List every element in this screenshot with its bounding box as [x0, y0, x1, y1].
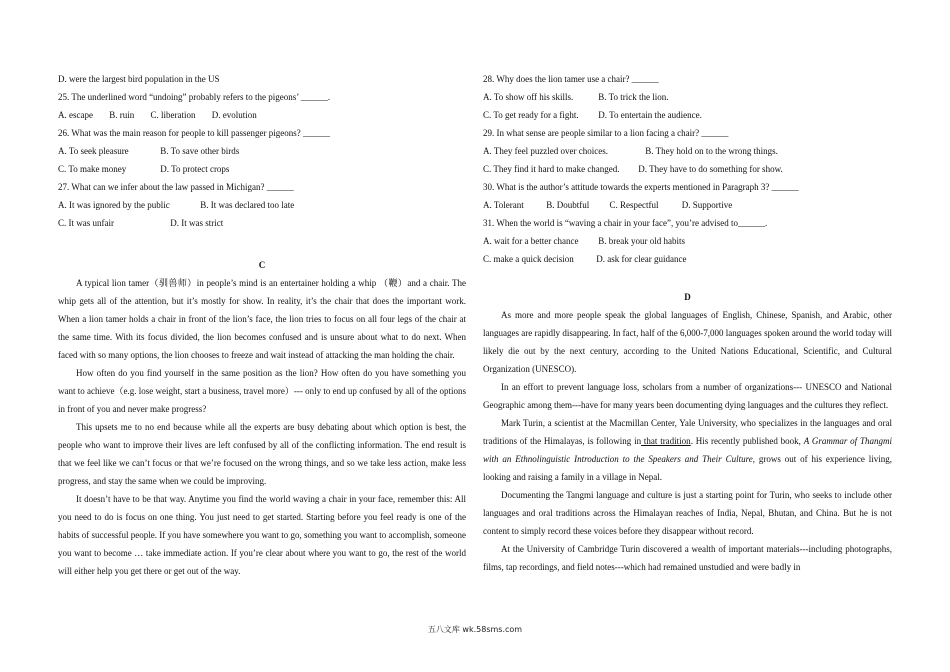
q28-stem: 28. Why does the lion tamer use a chair? ______ [483, 74, 659, 84]
q27-options-ab [58, 196, 466, 214]
q30-option-c: C. Respectful [609, 200, 659, 210]
q25-option-d: D. evolution [211, 110, 257, 120]
q31-option-c: C. make a quick decision [483, 254, 574, 264]
q26-options-cd [58, 160, 466, 178]
q26-stem: 26. What was the main reason for people to kill passenger pigeons? ______ [58, 128, 331, 138]
q28-options-cd [483, 106, 892, 124]
passage-c-paragraph-3: This upsets me to no end because while all the experts are busy debating about which option is best, the people who want to improve their lives are left confused by all of the conflicting information. The end result is that we feel like we can’t focus or that we’re focused on the wrong things, and so we take less action, make less progress, and stay the same when we could be improving. [58, 422, 466, 486]
q30-option-a: A. Tolerant [483, 200, 524, 210]
q25-option-a: A. escape [58, 110, 93, 120]
section-c-heading: C [258, 260, 266, 270]
d-p3-text-c: , grows out of his experience living, looking and raising a family in a village in Nepal. [483, 454, 892, 482]
q24-option-d: D. were the largest bird population in the US [58, 74, 220, 84]
underlined-that-tradition: that tradition [641, 436, 691, 446]
q29-option-d: D. They have to do something for show. [638, 164, 783, 174]
d-p3-text-a: Mark Turin, a scientist at the Macmillan Center, Yale University, who specializes in the languages and oral traditions of the Himalayas, is following in [483, 418, 892, 446]
q28-option-c: C. To get ready for a fight. [483, 110, 579, 120]
passage-d-paragraph-2: In an effort to prevent language loss, scholars from a number of organizations--- UNESCO and National Geographic among them---have for many years been documenting dying languages and the cultures they reflect. [483, 382, 892, 410]
q29-option-a: A. They feel puzzled over choices. [483, 146, 609, 156]
footer-watermark: 五八文库 wk.58sms.com [427, 625, 523, 634]
right-column [483, 70, 892, 576]
q28-option-a: A. To show off his skills. [483, 92, 574, 102]
q27-option-d: D. It was strict [170, 218, 224, 228]
left-column [58, 70, 466, 580]
q30-options [483, 196, 892, 214]
q29-options-cd [483, 160, 892, 178]
q26-option-b: B. To save other birds [160, 146, 240, 156]
q28-options-ab [483, 88, 892, 106]
q25-option-b: B. ruin [109, 110, 135, 120]
passage-c-paragraph-4: It doesn’t have to be that way. Anytime you find the world waving a chair in your face, remember this: All you need to do is focus on one thing. You just need to get started. Starting before you feel ready is one of the habits of successful people. If you have somewhere you want to go, something you want to accomplish, someone you want to become … take immediate action. If you’re clear about where you want to go, the rest of the world will either help you get there or get out of the way. [58, 494, 466, 576]
q31-stem: 31. When the world is “waving a chair in your face”, you’re advised to______. [483, 218, 768, 228]
q29-stem: 29. In what sense are people similar to a lion facing a chair? ______ [483, 128, 729, 138]
passage-c-paragraph-1: A typical lion tamer（驯兽师）in people’s mind is an entertainer holding a whip （鞭）and a chair. The whip gets all of the attention, but it’s mostly for show. In reality, it’s the chair that does the important work. When a lion tamer holds a chair in front of the lion’s face, the lion tries to focus on all four legs of the chair at the same time. With its focus divided, the lion becomes confused and is unsure about what to do next. When faced with so many options, the lion chooses to freeze and wait instead of attacking the man holding the chair. [58, 278, 466, 360]
q27-options-cd [58, 214, 466, 232]
passage-d-paragraph-4: Documenting the Tangmi language and culture is just a starting point for Turin, who seeks to include other languages and oral traditions across the Himalayan reaches of India, Nepal, Bhutan, and China. But he is not content to simply record these voices before they disappear without record. [483, 490, 892, 536]
passage-d-paragraph-5: At the University of Cambridge Turin discovered a wealth of important materials---including photographs, films, tap recordings, and field notes---which had remained unstudied and were badly in [483, 544, 892, 572]
q27-stem: 27. What can we infer about the law passed in Michigan? ______ [58, 182, 294, 192]
q31-option-a: A. wait for a better chance [483, 236, 579, 246]
q30-option-b: B. Doubtful [546, 200, 590, 210]
q27-option-c: C. It was unfair [58, 218, 114, 228]
q26-option-a: A. To seek pleasure [58, 146, 129, 156]
book-title: A Grammar of Thangmi with an Ethnolinguistic Introduction to the Speakers and Their Culture [483, 436, 892, 464]
q25-options [58, 106, 466, 124]
q31-option-d: D. ask for clear guidance [596, 254, 687, 264]
d-p3-text-b: . His recently published book, [690, 436, 804, 446]
q29-option-b: B. They hold on to the wrong things. [645, 146, 778, 156]
passage-c-paragraph-2: How often do you find yourself in the same position as the lion? How often do you have something you want to achieve（e.g. lose weight, start a business, travel more）--- only to end up confused by all of the options in front of you and never make progress? [58, 368, 466, 414]
q30-option-d: D. Supportive [681, 200, 733, 210]
q25-stem: 25. The underlined word “undoing” probably refers to the pigeons’ ______. [58, 92, 331, 102]
section-d-heading: D [684, 292, 691, 302]
passage-d-paragraph-1: As more and more people speak the global languages of English, Chinese, Spanish, and Arabic, other languages are rapidly disappearing. In fact, half of the 6,000-7,000 languages spoken around the world today will likely die out by the next century, according to the United Nations Educational, Scientific, and Cultural Organization (UNESCO). [483, 310, 892, 374]
q25-option-c: C. liberation [150, 110, 196, 120]
passage-d-paragraph-3 [483, 414, 892, 486]
q31-options-ab [483, 232, 892, 250]
q30-stem: 30. What is the author’s attitude towards the experts mentioned in Paragraph 3? ______ [483, 182, 799, 192]
q29-option-c: C. They find it hard to make changed. [483, 164, 620, 174]
q26-option-c: C. To make money [58, 164, 127, 174]
q28-option-d: D. To entertain the audience. [598, 110, 702, 120]
q31-option-b: B. break your old habits [598, 236, 685, 246]
q26-options-ab [58, 142, 466, 160]
q29-options-ab [483, 142, 892, 160]
q31-options-cd [483, 250, 892, 268]
q28-option-b: B. To trick the lion. [598, 92, 669, 102]
q27-option-b: B. It was declared too late [200, 200, 295, 210]
q26-option-d: D. To protect crops [160, 164, 230, 174]
q27-option-a: A. It was ignored by the public [58, 200, 170, 210]
